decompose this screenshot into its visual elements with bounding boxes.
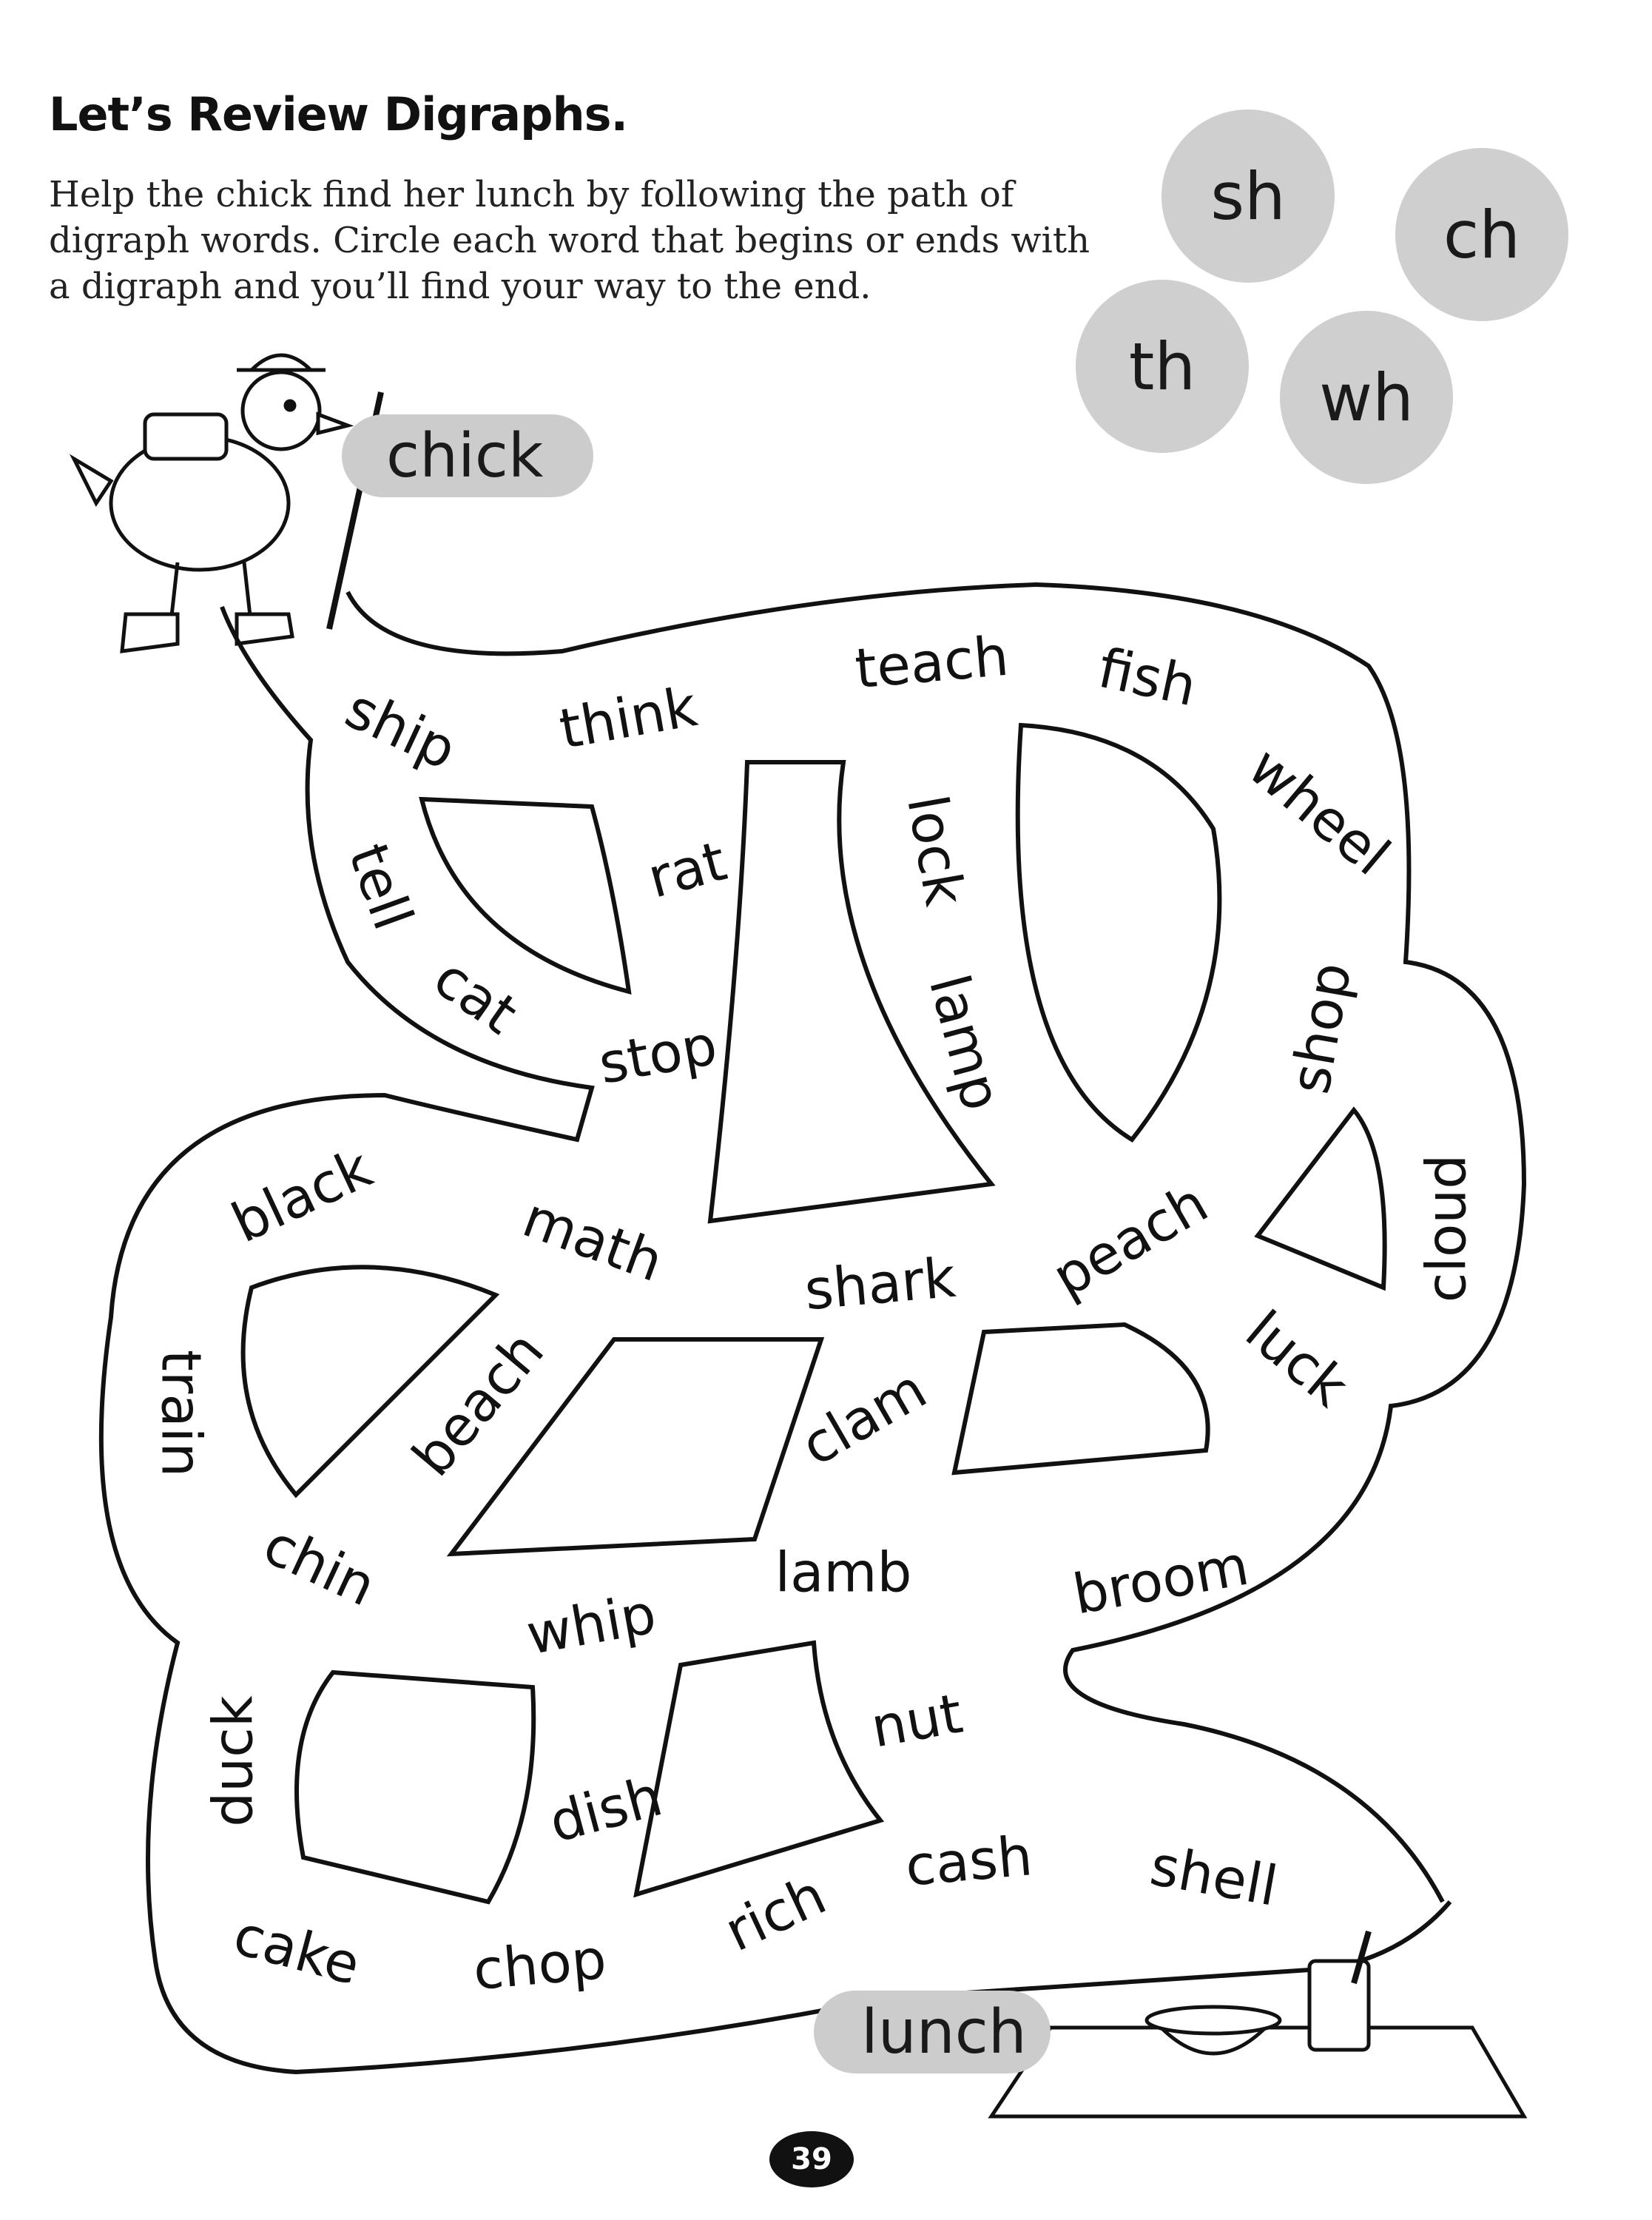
instructions-line: Help the chick find her lunch by following the path of [49, 174, 1014, 215]
digraph-bubble-sh: sh [1162, 110, 1335, 283]
maze-word-wheel[interactable]: wheel [1236, 735, 1402, 888]
maze-word-cat[interactable]: cat [422, 946, 529, 1047]
maze-word-shark[interactable]: shark [802, 1245, 959, 1323]
maze-word-cash[interactable]: cash [903, 1824, 1035, 1899]
maze-word-shell[interactable]: shell [1145, 1834, 1282, 1919]
maze-word-lamb[interactable]: lamb [775, 1541, 912, 1605]
instructions-line: a digraph and you’ll find your way to the end. [49, 266, 871, 307]
page-title: Let’s Review Digraphs. [49, 87, 628, 141]
maze-word-chop[interactable]: chop [471, 1927, 609, 2003]
maze-island [954, 1325, 1208, 1473]
maze-word-shop[interactable]: shop [1278, 958, 1364, 1099]
maze-island [297, 1672, 533, 1902]
maze-island [1258, 1110, 1385, 1288]
maze-word-cloud[interactable]: cloud [1415, 1154, 1479, 1303]
maze-word-luck[interactable]: luck [1233, 1299, 1361, 1420]
maze-island [636, 1643, 880, 1894]
maze-word-fish[interactable]: fish [1093, 636, 1202, 719]
maze-word-chin[interactable]: chin [254, 1513, 385, 1619]
maze-island [1018, 725, 1220, 1140]
end-label-text: lunch [861, 1997, 1027, 2068]
start-label-text: chick [386, 420, 544, 491]
maze-words [149, 625, 1478, 2003]
maze-word-rich[interactable]: rich [715, 1863, 836, 1965]
maze-word-ship[interactable]: ship [336, 676, 466, 783]
maze-word-teach[interactable]: teach [852, 624, 1011, 702]
maze-word-math[interactable]: math [514, 1185, 672, 1295]
page-number: 39 [769, 2131, 854, 2187]
digraph-bubble-th: th [1076, 280, 1249, 453]
maze-word-broom[interactable]: broom [1068, 1533, 1254, 1627]
maze-word-nut[interactable]: nut [866, 1681, 968, 1760]
maze-word-lamp[interactable]: lamp [916, 968, 1014, 1117]
maze-word-black[interactable]: black [222, 1136, 382, 1256]
maze-word-cake[interactable]: cake [227, 1903, 367, 1998]
maze-word-tell[interactable]: tell [336, 835, 425, 938]
maze-word-whip[interactable]: whip [522, 1582, 661, 1668]
maze-word-stop[interactable]: stop [594, 1013, 722, 1097]
maze-word-rat[interactable]: rat [641, 829, 733, 911]
maze-word-lock[interactable]: lock [894, 790, 977, 911]
maze-word-train[interactable]: train [149, 1349, 213, 1478]
picnic-illustration [991, 1931, 1524, 2116]
chick-illustration [74, 355, 381, 651]
maze-word-beach[interactable]: beach [400, 1319, 556, 1489]
maze-word-clam[interactable]: clam [790, 1357, 937, 1479]
maze-word-think[interactable]: think [555, 675, 702, 762]
start-label [342, 414, 593, 497]
digraph-bubble-wh: wh [1280, 311, 1453, 484]
maze-word-duck[interactable]: duck [201, 1695, 266, 1827]
instructions-line: digraph words. Circle each word that begins or ends with [49, 220, 1090, 261]
maze-word-dish[interactable]: dish [542, 1764, 669, 1856]
maze-word-peach[interactable]: peach [1042, 1171, 1218, 1310]
digraph-bubble-ch: ch [1395, 148, 1568, 321]
end-label [814, 1991, 1051, 2073]
